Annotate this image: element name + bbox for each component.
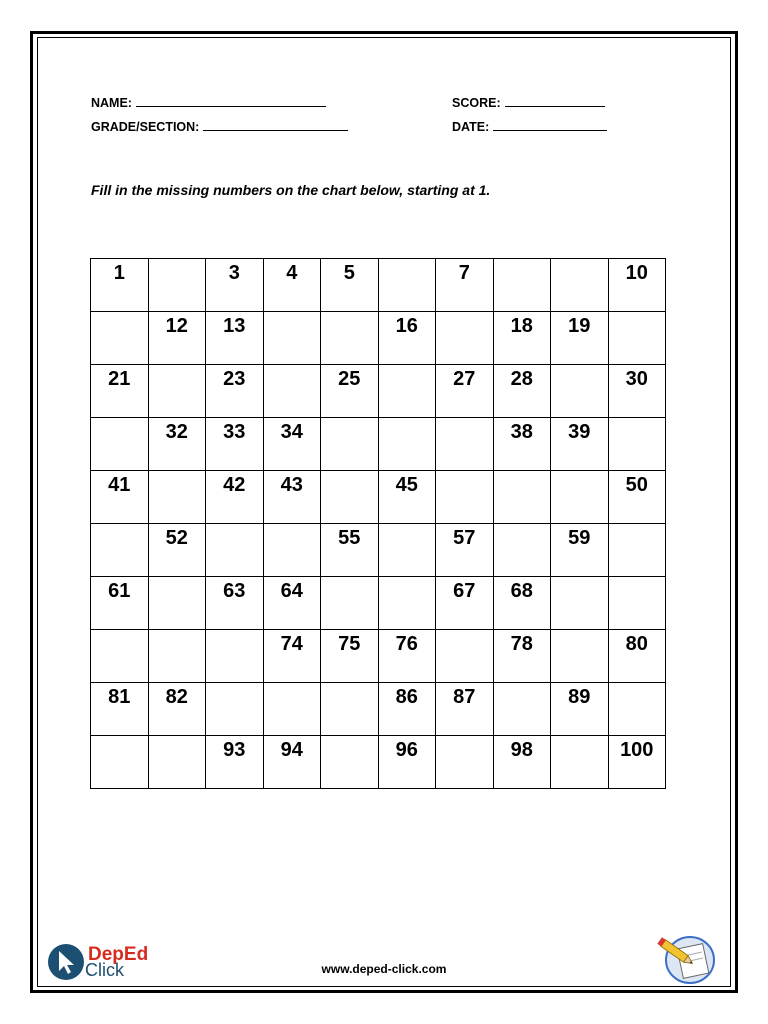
chart-cell: 98 xyxy=(493,736,551,789)
chart-cell-blank[interactable] xyxy=(378,577,436,630)
grade-blank[interactable] xyxy=(203,118,348,131)
chart-cell-blank[interactable] xyxy=(551,259,609,312)
chart-cell: 45 xyxy=(378,471,436,524)
chart-cell: 89 xyxy=(551,683,609,736)
deped-click-logo xyxy=(46,938,156,984)
chart-cell: 67 xyxy=(436,577,494,630)
chart-cell: 38 xyxy=(493,418,551,471)
chart-cell-blank[interactable] xyxy=(91,736,149,789)
chart-cell-blank[interactable] xyxy=(148,577,206,630)
chart-cell: 61 xyxy=(91,577,149,630)
chart-cell: 64 xyxy=(263,577,321,630)
chart-cell-blank[interactable] xyxy=(493,259,551,312)
chart-cell-blank[interactable] xyxy=(263,683,321,736)
chart-cell-blank[interactable] xyxy=(551,471,609,524)
chart-cell-blank[interactable] xyxy=(378,365,436,418)
chart-cell-blank[interactable] xyxy=(608,418,666,471)
chart-row xyxy=(91,312,666,365)
chart-cell-blank[interactable] xyxy=(91,524,149,577)
chart-cell-blank[interactable] xyxy=(608,312,666,365)
chart-cell: 81 xyxy=(91,683,149,736)
chart-cell: 42 xyxy=(206,471,264,524)
chart-cell: 76 xyxy=(378,630,436,683)
pencil-note-icon xyxy=(654,932,718,986)
chart-cell-blank[interactable] xyxy=(148,736,206,789)
chart-row xyxy=(91,524,666,577)
chart-cell: 63 xyxy=(206,577,264,630)
chart-cell: 78 xyxy=(493,630,551,683)
chart-cell-blank[interactable] xyxy=(148,471,206,524)
chart-cell: 30 xyxy=(608,365,666,418)
chart-cell-blank[interactable] xyxy=(206,683,264,736)
date-label: DATE: xyxy=(452,120,490,134)
chart-cell: 41 xyxy=(91,471,149,524)
chart-cell: 16 xyxy=(378,312,436,365)
chart-cell: 1 xyxy=(91,259,149,312)
chart-cell-blank[interactable] xyxy=(321,471,379,524)
chart-cell: 13 xyxy=(206,312,264,365)
chart-cell-blank[interactable] xyxy=(321,418,379,471)
chart-cell-blank[interactable] xyxy=(551,736,609,789)
chart-cell: 93 xyxy=(206,736,264,789)
chart-cell: 74 xyxy=(263,630,321,683)
chart-cell: 94 xyxy=(263,736,321,789)
chart-row xyxy=(91,365,666,418)
chart-cell: 4 xyxy=(263,259,321,312)
chart-cell-blank[interactable] xyxy=(493,683,551,736)
chart-cell-blank[interactable] xyxy=(436,630,494,683)
chart-row xyxy=(91,418,666,471)
instruction-text: Fill in the missing numbers on the chart below, starting at 1. xyxy=(91,182,491,198)
chart-row xyxy=(91,471,666,524)
chart-cell-blank[interactable] xyxy=(608,683,666,736)
date-blank[interactable] xyxy=(493,118,607,131)
chart-cell-blank[interactable] xyxy=(321,577,379,630)
chart-cell-blank[interactable] xyxy=(321,683,379,736)
chart-cell: 55 xyxy=(321,524,379,577)
chart-cell: 57 xyxy=(436,524,494,577)
chart-row xyxy=(91,577,666,630)
chart-cell: 43 xyxy=(263,471,321,524)
chart-cell: 86 xyxy=(378,683,436,736)
chart-cell-blank[interactable] xyxy=(551,365,609,418)
chart-cell-blank[interactable] xyxy=(91,418,149,471)
chart-cell: 52 xyxy=(148,524,206,577)
chart-row xyxy=(91,259,666,312)
chart-cell: 34 xyxy=(263,418,321,471)
chart-row xyxy=(91,630,666,683)
chart-cell-blank[interactable] xyxy=(551,577,609,630)
chart-cell: 28 xyxy=(493,365,551,418)
chart-cell-blank[interactable] xyxy=(321,312,379,365)
chart-cell-blank[interactable] xyxy=(148,259,206,312)
chart-cell: 75 xyxy=(321,630,379,683)
chart-cell: 50 xyxy=(608,471,666,524)
chart-cell: 12 xyxy=(148,312,206,365)
chart-cell-blank[interactable] xyxy=(493,524,551,577)
chart-cell: 59 xyxy=(551,524,609,577)
chart-cell-blank[interactable] xyxy=(263,524,321,577)
chart-cell: 19 xyxy=(551,312,609,365)
chart-cell-blank[interactable] xyxy=(436,471,494,524)
chart-cell-blank[interactable] xyxy=(608,524,666,577)
chart-row xyxy=(91,683,666,736)
chart-cell-blank[interactable] xyxy=(436,736,494,789)
website-url: www.deped-click.com xyxy=(321,962,447,976)
hundred-chart xyxy=(90,258,666,789)
name-field xyxy=(91,94,326,110)
chart-cell-blank[interactable] xyxy=(378,259,436,312)
score-field xyxy=(452,94,605,110)
chart-cell: 27 xyxy=(436,365,494,418)
chart-cell-blank[interactable] xyxy=(263,365,321,418)
chart-row xyxy=(91,736,666,789)
name-blank[interactable] xyxy=(136,94,326,107)
logo-text-bottom: Click xyxy=(85,960,124,980)
chart-cell-blank[interactable] xyxy=(148,630,206,683)
score-blank[interactable] xyxy=(505,94,605,107)
chart-cell: 87 xyxy=(436,683,494,736)
name-label: NAME: xyxy=(91,96,132,110)
chart-cell-blank[interactable] xyxy=(321,736,379,789)
grade-field xyxy=(91,118,348,134)
chart-cell: 23 xyxy=(206,365,264,418)
chart-cell: 80 xyxy=(608,630,666,683)
chart-cell: 25 xyxy=(321,365,379,418)
chart-cell: 96 xyxy=(378,736,436,789)
chart-cell-blank[interactable] xyxy=(436,418,494,471)
chart-cell-blank[interactable] xyxy=(436,312,494,365)
chart-cell: 21 xyxy=(91,365,149,418)
score-label: SCORE: xyxy=(452,96,501,110)
chart-cell-blank[interactable] xyxy=(608,577,666,630)
chart-cell: 10 xyxy=(608,259,666,312)
chart-cell: 39 xyxy=(551,418,609,471)
chart-cell: 3 xyxy=(206,259,264,312)
chart-cell-blank[interactable] xyxy=(91,312,149,365)
chart-cell: 68 xyxy=(493,577,551,630)
chart-cell-blank[interactable] xyxy=(91,630,149,683)
chart-cell-blank[interactable] xyxy=(263,312,321,365)
grade-label: GRADE/SECTION: xyxy=(91,120,200,134)
chart-cell: 100 xyxy=(608,736,666,789)
chart-cell-blank[interactable] xyxy=(378,524,436,577)
chart-cell-blank[interactable] xyxy=(148,365,206,418)
chart-cell-blank[interactable] xyxy=(206,524,264,577)
chart-cell-blank[interactable] xyxy=(493,471,551,524)
chart-cell: 7 xyxy=(436,259,494,312)
logo-text-top: DepEd xyxy=(88,944,149,965)
chart-cell: 5 xyxy=(321,259,379,312)
chart-cell-blank[interactable] xyxy=(206,630,264,683)
chart-cell: 32 xyxy=(148,418,206,471)
date-field xyxy=(452,118,607,134)
chart-cell: 33 xyxy=(206,418,264,471)
chart-cell: 82 xyxy=(148,683,206,736)
chart-cell-blank[interactable] xyxy=(551,630,609,683)
chart-cell: 18 xyxy=(493,312,551,365)
chart-cell-blank[interactable] xyxy=(378,418,436,471)
